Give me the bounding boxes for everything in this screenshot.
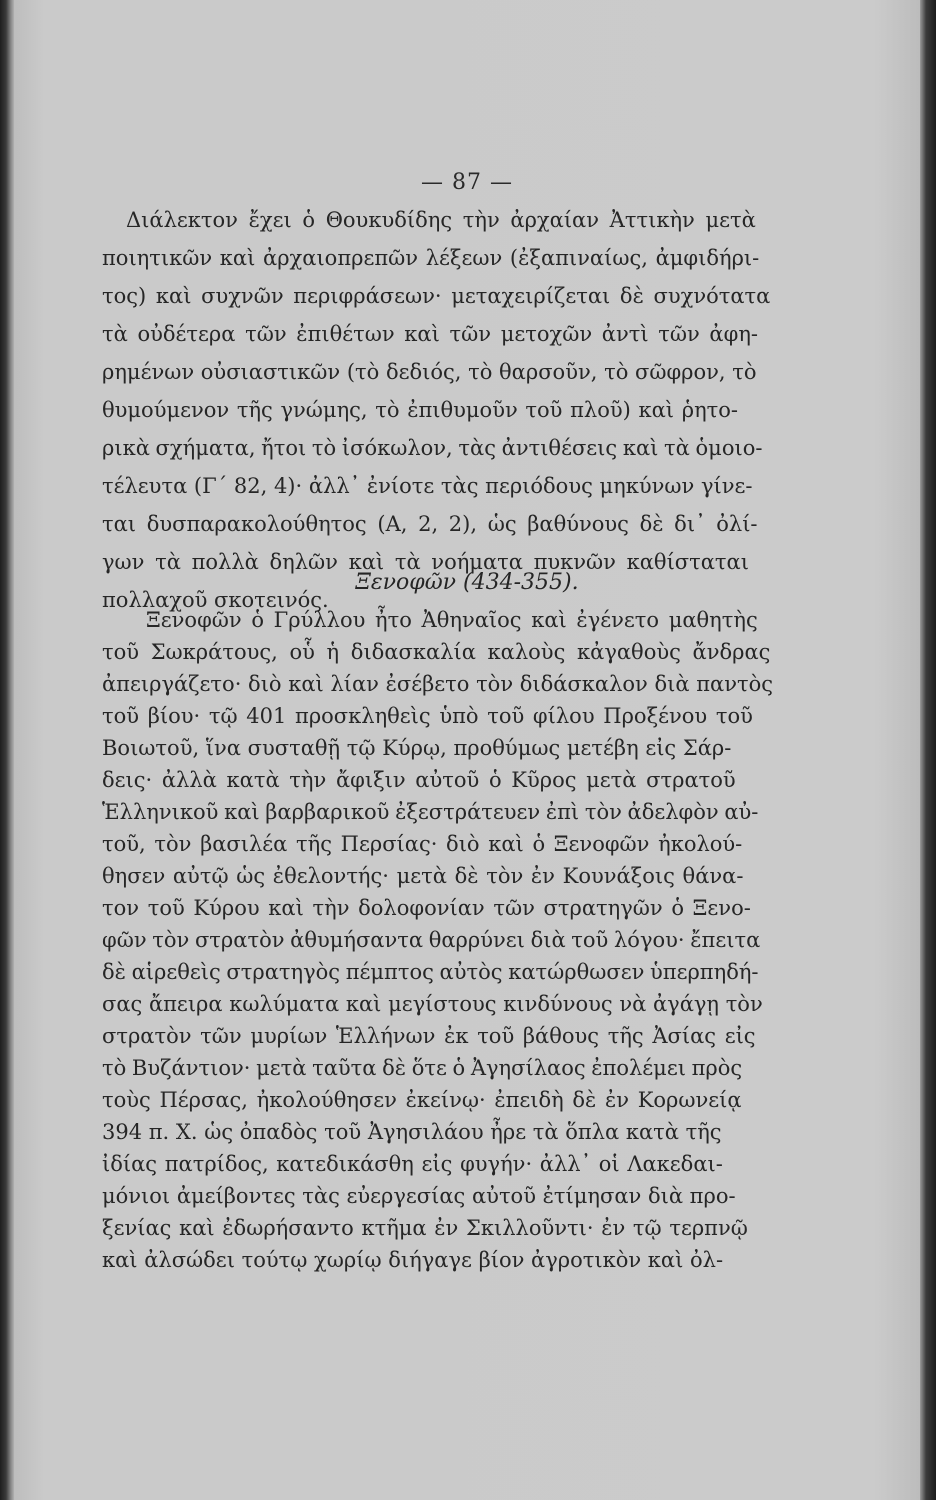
text-line: τοῦ Σωκράτους, οὗ ἡ διδασκαλία καλοὺς κἀγαθοὺς ἄνδρας [102,640,771,664]
text-line: τὰ οὐδέτερα τῶν ἐπιθέτων καὶ τῶν μετοχῶν ἀντὶ τῶν ἀφη- [102,322,758,346]
book-gutter-shadow [0,0,14,1500]
text-line: θησεν αὐτῷ ὡς ἐθελοντής· μετὰ δὲ τὸν ἐν Κουνάξοις θάνα- [102,864,744,888]
text-line: τοῦ βίου· τῷ 401 προσκληθεὶς ὑπὸ τοῦ φίλου Προξένου τοῦ [102,704,753,728]
text-line: μόνιοι ἀμείβοντες τὰς εὐεργεσίας αὐτοῦ ἐτίμησαν διὰ προ- [102,1184,736,1208]
text-line: θυμούμενον τῆς γνώμης, τὸ ἐπιθυμοῦν τοῦ πλοῦ) καὶ ῥητο- [102,398,739,422]
text-line: δεις· ἀλλὰ κατὰ τὴν ἄφιξιν αὐτοῦ ὁ Κῦρος μετὰ στρατοῦ [102,768,736,792]
page-right-edge-shadow [920,0,936,1500]
text-line: τον τοῦ Κύρου καὶ τὴν δολοφονίαν τῶν στρατηγῶν ὁ Ξενο- [102,896,751,920]
text-line: πολλαχοῦ σκοτεινός. [102,588,329,612]
text-line: ἀπειργάζετο· διὸ καὶ λίαν ἐσέβετο τὸν διδάσκαλον διὰ παντὸς [102,672,774,696]
text-line: στρατὸν τῶν μυρίων Ἑλλήνων ἐκ τοῦ βάθους τῆς Ἀσίας εἰς [102,1024,756,1048]
text-line: καὶ ἀλσώδει τούτῳ χωρίῳ διήγαγε βίον ἀγροτικὸν καὶ ὀλ- [102,1248,724,1272]
text-line: ρημένων οὐσιαστικῶν (τὸ δεδιός, τὸ θαρσοῦν, τὸ σῶφρον, τὸ [102,360,757,384]
text-line: ξενίας καὶ ἐδωρήσαντο κτῆμα ἐν Σκιλλοῦντι· ἐν τῷ τερπνῷ [102,1216,748,1240]
text-line: τοὺς Πέρσας, ἠκολούθησεν ἐκείνῳ· ἐπειδὴ δὲ ἐν Κορωνείᾳ [102,1088,742,1112]
text-line: δὲ αἱρεθεὶς στρατηγὸς πέμπτος αὐτὸς κατώρθωσεν ὑπερπηδή- [102,960,759,984]
text-line: τέλευτα (Γ΄ 82, 4)· ἀλλ᾽ ἐνίοτε τὰς περιόδους μηκύνων γίνε- [102,474,753,498]
text-line: 394 π. Χ. ὡς ὀπαδὸς τοῦ Ἀγησιλάου ἦρε τὰ ὅπλα κατὰ τῆς [102,1120,722,1144]
text-line: σας ἄπειρα κωλύματα καὶ μεγίστους κινδύνους νὰ ἀγάγῃ τὸν [102,992,763,1016]
text-line: Ξενοφῶν ὁ Γρύλλου ἦτο Ἀθηναῖος καὶ ἐγένετο μαθητὴς [146,608,758,632]
section-heading-xenophon: Ξενοφῶν (434-355). [355,570,579,595]
text-line: ποιητικῶν καὶ ἀρχαιοπρεπῶν λέξεων (ἐξαπιναίως, ἀμφιδήρι- [102,246,760,270]
text-line: Διάλεκτον ἔχει ὁ Θουκυδίδης τὴν ἀρχαίαν Ἀττικὴν μετὰ [126,208,756,232]
text-line: ται δυσπαρακολούθητος (Α, 2, 2), ὡς βαθύνους δὲ δι᾽ ὀλί- [102,512,758,536]
text-line: Βοιωτοῦ, ἵνα συσταθῇ τῷ Κύρῳ, προθύμως μετέβη εἰς Σάρ- [102,736,732,760]
text-line: ρικὰ σχήματα, ἤτοι τὸ ἰσόκωλον, τὰς ἀντιθέσεις καὶ τὰ ὁμοιο- [102,436,763,460]
text-line: τοῦ, τὸν βασιλέα τῆς Περσίας· διὸ καὶ ὁ Ξενοφῶν ἠκολού- [102,832,743,856]
text-line: γων τὰ πολλὰ δηλῶν καὶ τὰ νοήματα πυκνῶν καθίσταται [102,550,749,574]
text-line: φῶν τὸν στρατὸν ἀθυμήσαντα θαρρύνει διὰ τοῦ λόγου· ἔπειτα [102,928,761,952]
page-number: — 87 — [421,170,513,195]
text-line: Ἑλληνικοῦ καὶ βαρβαρικοῦ ἐξεστράτευεν ἐπὶ τὸν ἀδελφὸν αὐ- [102,800,759,824]
text-line: τὸ Βυζάντιον· μετὰ ταῦτα δὲ ὅτε ὁ Ἀγησίλαος ἐπολέμει πρὸς [102,1056,743,1080]
text-line: ἰδίας πατρίδος, κατεδικάσθη εἰς φυγήν· ἀλλ᾽ οἱ Λακεδαι- [102,1152,723,1176]
text-line: τος) καὶ συχνῶν περιφράσεων· μεταχειρίζεται δὲ συχνότατα [102,284,771,308]
book-page [14,0,920,1500]
